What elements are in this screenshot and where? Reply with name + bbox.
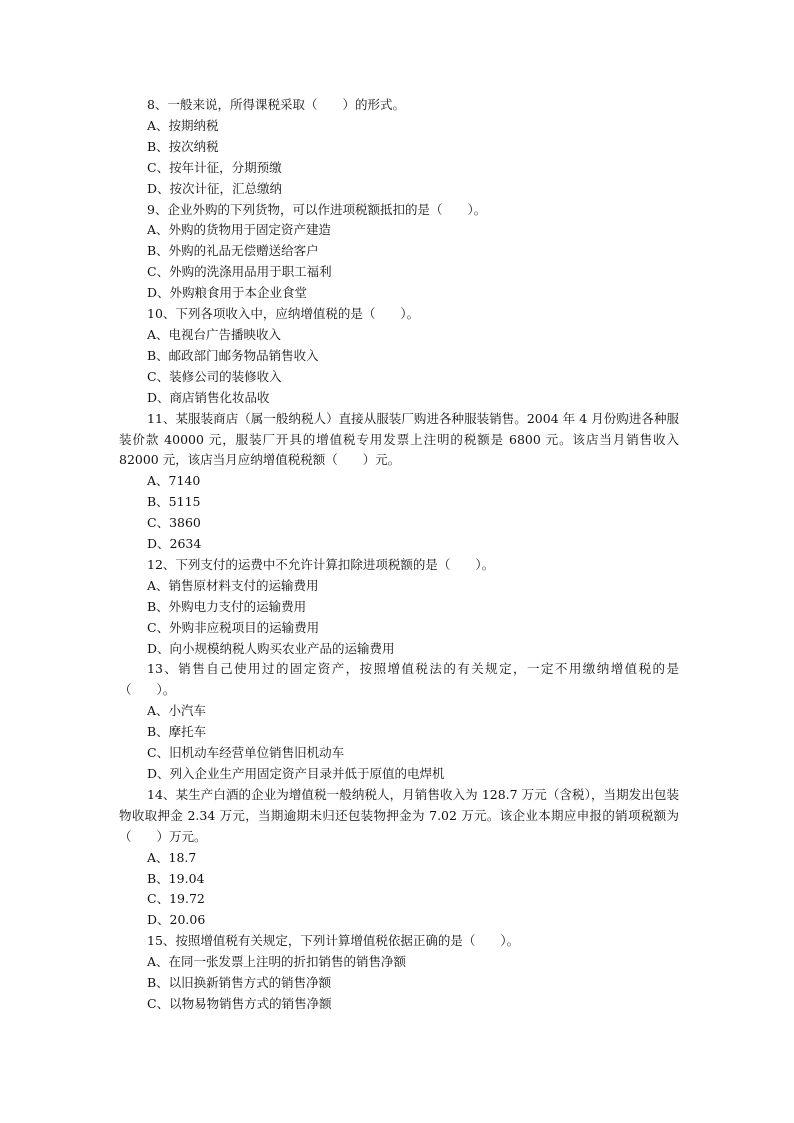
option-a: A、外购的货物用于固定资产建造	[147, 222, 332, 238]
option-a: A、7140	[147, 473, 201, 489]
option-b: B、5115	[147, 494, 201, 510]
question-14	[119, 785, 679, 931]
option-d: D、20.06	[147, 912, 206, 928]
option-a: A、按期纳税	[147, 117, 219, 133]
question-stem: 15、按照增值税有关规定，下列计算增值税依据正确的是（ ）。	[147, 933, 520, 949]
option-c: C、3860	[147, 515, 201, 531]
option-a: A、销售原材料支付的运输费用	[147, 577, 319, 593]
question-stem: 11、某服装商店（属一般纳税人）直接从服装厂购进各种服装销售。2004 年 4 月份购进各种服装价款 40000 元，服装厂开具的增值税专用发票上注明的税额是 6800 元。该店当月销售收入 82000 元，该店当月应纳增值税税额（ ）元。	[119, 410, 679, 468]
question-8	[119, 95, 679, 200]
question-stem: 8、一般来说，所得课税采取（ ）的形式。	[147, 97, 405, 112]
question-stem: 13、销售自己使用过的固定资产，按照增值税法的有关规定，一定不用缴纳增值税的是（ ）。	[119, 661, 679, 698]
option-d: D、外购粮食用于本企业食堂	[147, 285, 308, 301]
question-10	[119, 304, 679, 409]
option-c: C、外购的洗涤用品用于职工福利	[147, 264, 332, 280]
option-c: C、外购非应税项目的运输费用	[147, 619, 320, 635]
option-b: B、外购的礼品无偿赠送给客户	[147, 243, 319, 259]
option-b: B、以旧换新销售方式的销售净额	[147, 975, 332, 991]
option-a: A、在同一张发票上注明的折扣销售的销售净额	[147, 954, 407, 970]
option-d: D、列入企业生产用固定资产目录并低于原值的电焊机	[147, 766, 445, 781]
question-12	[119, 555, 679, 660]
option-b: B、摩托车	[147, 724, 207, 740]
question-stem: 9、企业外购的下列货物，可以作进项税额抵扣的是（ ）。	[147, 201, 487, 217]
option-d: D、按次计征，汇总缴纳	[147, 180, 283, 196]
option-b: B、19.04	[147, 870, 205, 886]
question-stem: 12、下列支付的运费中不允许计算扣除进项税额的是（ ）。	[147, 556, 495, 572]
option-d: D、向小规模纳税人购买农业产品的运输费用	[147, 640, 395, 656]
option-c: C、装修公司的装修收入	[147, 368, 282, 384]
question-15	[119, 931, 679, 1015]
question-13	[119, 659, 679, 784]
option-b: B、按次纳税	[147, 138, 219, 154]
option-c: C、19.72	[147, 891, 205, 907]
option-c: C、按年计征，分期预缴	[147, 159, 282, 175]
question-stem: 14、某生产白酒的企业为增值税一般纳税人，月销售收入为 128.7 万元（含税），当期发出包装物收取押金 2.34 万元，当期逾期未归还包装物押金为 7.02 万元。该企业本期应申报的销项税额为（ ）万元。	[119, 786, 679, 844]
question-9	[119, 200, 679, 305]
option-c: C、以物易物销售方式的销售净额	[147, 995, 332, 1011]
question-stem: 10、下列各项收入中，应纳增值税的是（ ）。	[147, 306, 420, 322]
question-11	[119, 409, 679, 555]
option-a: A、18.7	[147, 849, 197, 865]
option-d: D、2634	[147, 536, 202, 552]
option-b: B、外购电力支付的运输费用	[147, 598, 307, 614]
option-b: B、邮政部门邮务物品销售收入	[147, 347, 319, 363]
option-a: A、小汽车	[147, 703, 207, 719]
question-list	[119, 95, 679, 1015]
option-c: C、旧机动车经营单位销售旧机动车	[147, 745, 345, 761]
option-d: D、商店销售化妆品收	[147, 389, 270, 405]
option-a: A、电视台广告播映收入	[147, 326, 282, 342]
